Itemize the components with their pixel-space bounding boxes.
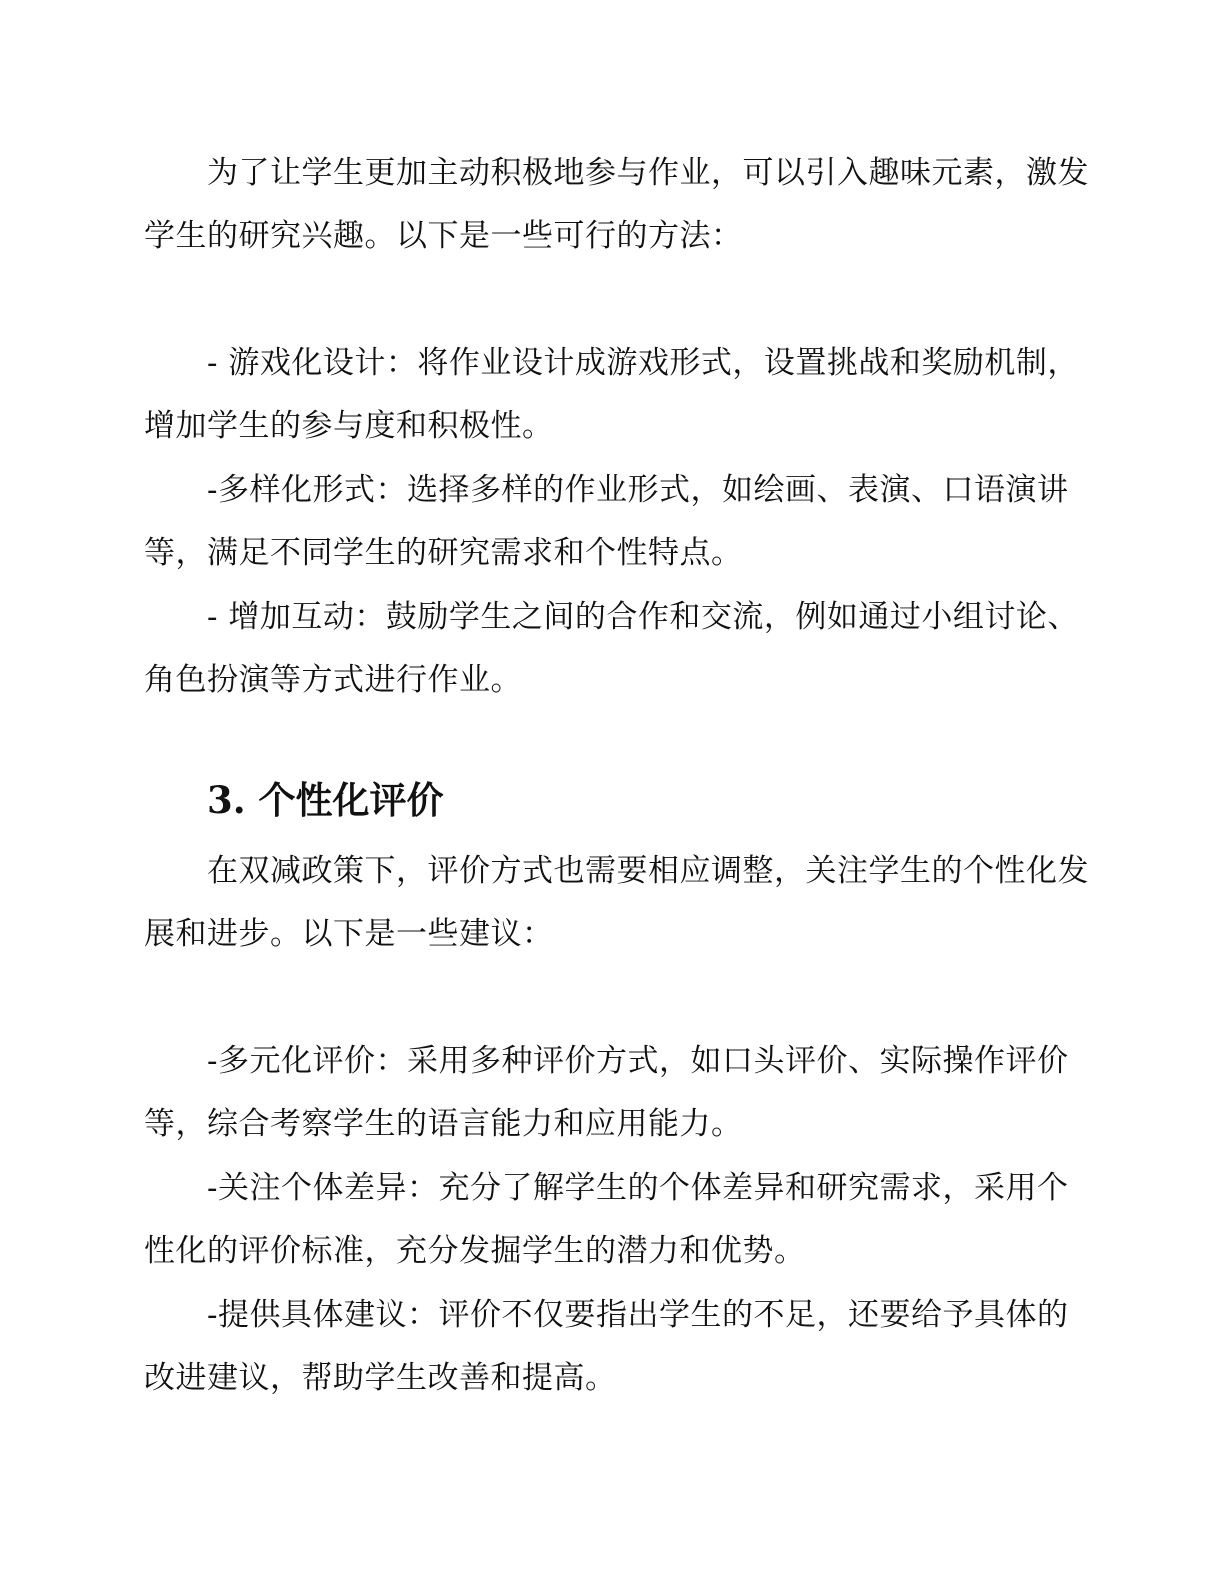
- individual-diff-paragraph: -关注个体差异：充分了解学生的个体差异和研究需求，采用个性化的评价标准，充分发掘学生的潜力和优势。: [144, 1170, 1069, 1269]
- diverse-eval-paragraph: -多元化评价：采用多种评价方式，如口头评价、实际操作评价等，综合考察学生的语言能力和应用能力。: [144, 1043, 1069, 1142]
- specific-advice-paragraph: -提供具体建议：评价不仅要指出学生的不足，还要给予具体的改进建议，帮助学生改善和提高。: [144, 1297, 1069, 1396]
- section3-intro-paragraph: 在双减政策下，评价方式也需要相应调整，关注学生的个性化发展和进步。以下是一些建议：: [144, 853, 1089, 952]
- section-heading: 3. 个性化评价: [207, 778, 444, 822]
- intro-paragraph: 为了让学生更加主动积极地参与作业，可以引入趣味元素，激发学生的研究兴趣。以下是一些可行的方法：: [144, 155, 1089, 254]
- gamification-paragraph: - 游戏化设计：将作业设计成游戏形式，设置挑战和奖励机制，增加学生的参与度和积极性。: [144, 345, 1079, 444]
- diverse-forms-paragraph: -多样化形式：选择多样的作业形式，如绘画、表演、口语演讲等，满足不同学生的研究需求和个性特点。: [144, 472, 1069, 571]
- interaction-paragraph: - 增加互动：鼓励学生之间的合作和交流，例如通过小组讨论、角色扮演等方式进行作业。: [144, 599, 1079, 698]
